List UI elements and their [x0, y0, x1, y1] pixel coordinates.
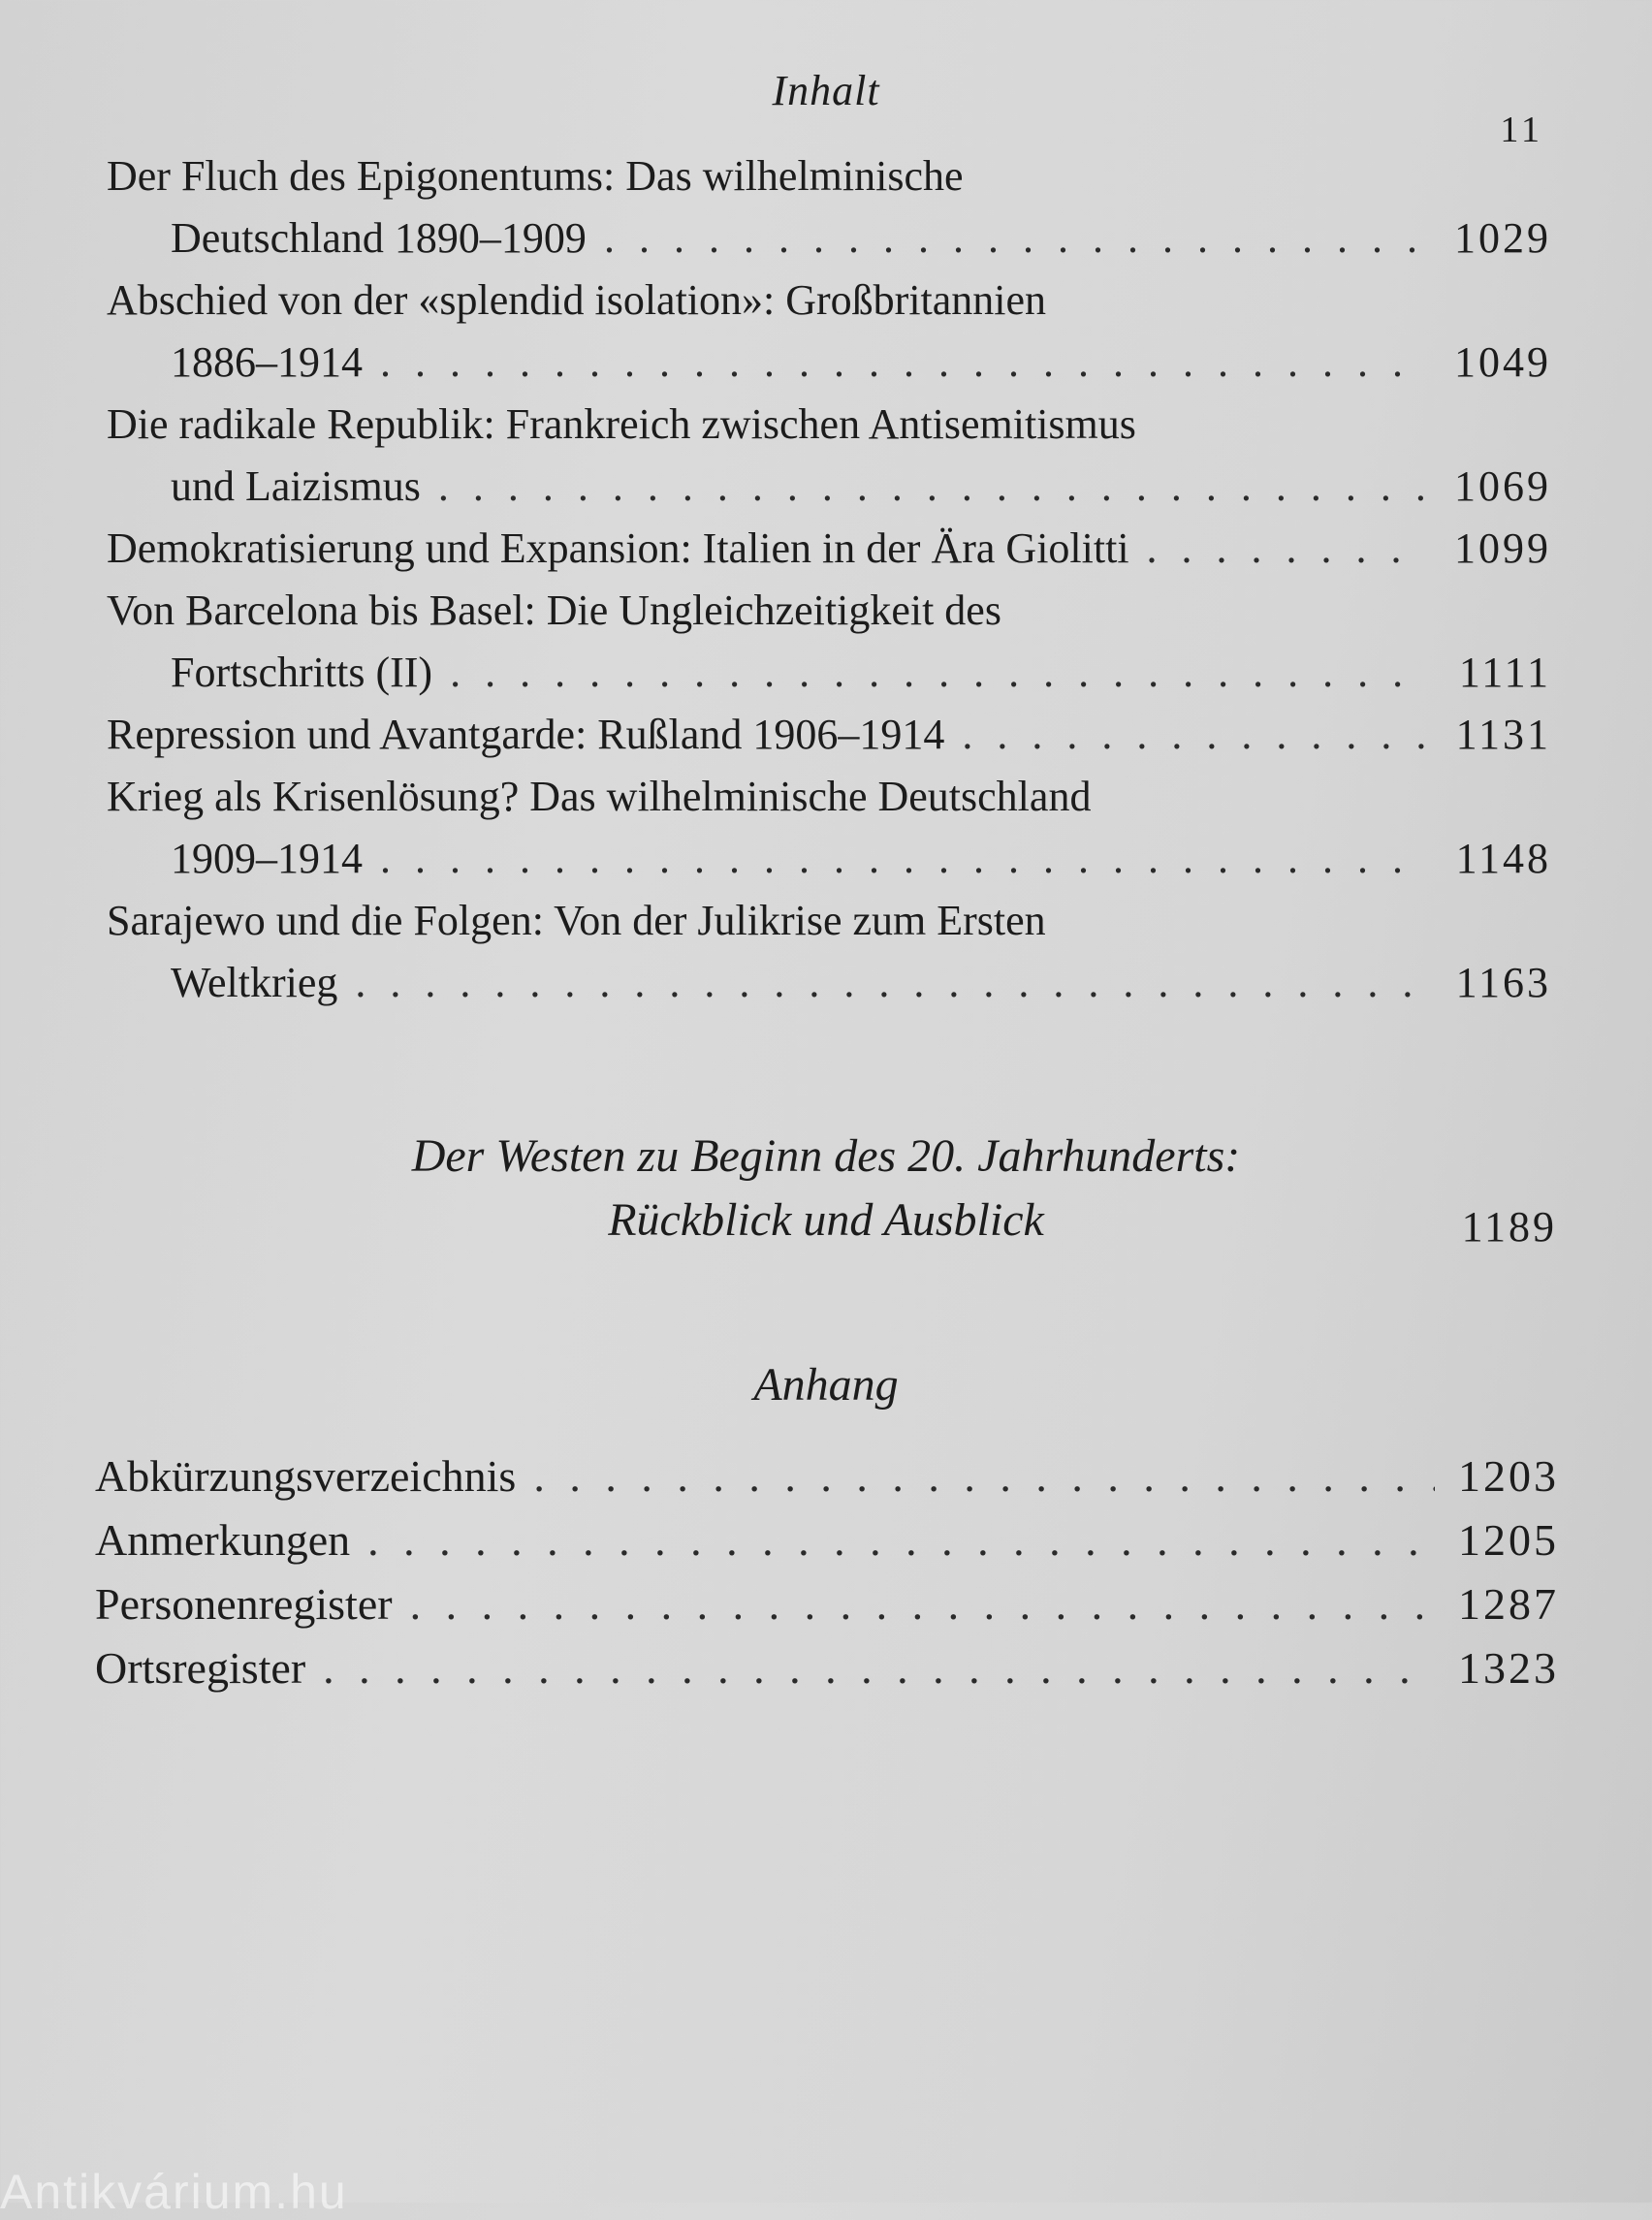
toc-entry-page: 1148 [1455, 835, 1551, 882]
appendix-entry [95, 1572, 1559, 1636]
toc-entry-page: 1111 [1458, 649, 1551, 696]
toc-entry-title-cont: Weltkrieg [171, 959, 338, 1006]
appendix-entry [95, 1508, 1559, 1572]
toc-entry-title: Sarajewo und die Folgen: Von der Julikrise zum Ersten [107, 897, 1046, 944]
toc-entry [107, 704, 1551, 766]
toc-entry-title-cont: 1909–1914 [171, 835, 363, 882]
dot-leader [355, 952, 1427, 1014]
section-title-line1: Der Westen zu Beginn des 20. Jahrhunderts: [411, 1130, 1241, 1182]
toc-entry-page: 1069 [1454, 462, 1551, 510]
toc-entry [107, 890, 1551, 1014]
page-number: 11 [1500, 110, 1543, 150]
toc-entry-title-cont: Fortschritts (II) [171, 649, 433, 696]
toc-entry [107, 518, 1551, 580]
appendix-entry-title: Ortsregister [95, 1643, 306, 1693]
toc-entry [107, 145, 1551, 270]
appendix-entry-title: Personenregister [95, 1579, 393, 1629]
section-title-line2: Rückblick und Ausblick [608, 1194, 1044, 1246]
dot-leader [380, 828, 1427, 890]
toc-entry-title: Von Barcelona bis Basel: Die Ungleichzeitigkeit des [107, 587, 1001, 634]
appendix-entry [95, 1636, 1559, 1700]
appendix-entry-title: Anmerkungen [95, 1515, 351, 1565]
appendix-entry-page: 1323 [1458, 1643, 1559, 1693]
dot-leader [410, 1572, 1435, 1636]
appendix-list [95, 1444, 1559, 1700]
dot-leader [604, 207, 1427, 270]
toc-entry-page: 1099 [1454, 524, 1551, 572]
dot-leader [367, 1508, 1435, 1572]
toc-entry-page: 1163 [1455, 959, 1551, 1006]
dot-leader [450, 642, 1427, 704]
dot-leader [962, 704, 1427, 766]
toc-entry-title-cont: Deutschland 1890–1909 [171, 214, 587, 262]
running-head: Inhalt [772, 67, 880, 114]
section-page: 1189 [1461, 1203, 1557, 1251]
toc-entry-title: Der Fluch des Epigonentums: Das wilhelminische [107, 152, 964, 200]
section-heading-westen [0, 1125, 1652, 1253]
appendix-entry-page: 1205 [1458, 1515, 1559, 1565]
toc-entry-page: 1131 [1455, 711, 1551, 758]
toc-entry-title-cont: 1886–1914 [171, 338, 363, 386]
toc-entry-page: 1029 [1454, 214, 1551, 262]
toc-entry-title: Krieg als Krisenlösung? Das wilhelminische Deutschland [107, 773, 1092, 820]
toc-entry [107, 766, 1551, 890]
dot-leader [438, 456, 1427, 518]
watermark: Antikvárium.hu [0, 2165, 348, 2219]
toc-entry-title: Demokratisierung und Expansion: Italien in der Ära Giolitti [107, 524, 1129, 572]
appendix-entry-title: Abkürzungsverzeichnis [95, 1451, 517, 1501]
toc-entry [107, 270, 1551, 394]
toc-entry [107, 580, 1551, 704]
toc-entry [107, 394, 1551, 518]
appendix-entry [95, 1444, 1559, 1508]
section-heading-anhang: Anhang [753, 1359, 899, 1411]
toc-entry-title: Abschied von der «splendid isolation»: Großbritannien [107, 276, 1047, 324]
toc-entry-title-cont: und Laizismus [171, 462, 421, 510]
appendix-entry-page: 1203 [1458, 1451, 1559, 1501]
dot-leader [380, 332, 1427, 394]
dot-leader [1147, 518, 1427, 580]
toc-list [107, 145, 1551, 1014]
toc-entry-title: Repression und Avantgarde: Rußland 1906–1914 [107, 711, 945, 758]
appendix-entry-page: 1287 [1458, 1579, 1559, 1629]
toc-entry-title: Die radikale Republik: Frankreich zwischen Antisemitismus [107, 400, 1136, 448]
dot-leader [323, 1636, 1435, 1700]
dot-leader [533, 1444, 1435, 1508]
toc-entry-page: 1049 [1454, 338, 1551, 386]
